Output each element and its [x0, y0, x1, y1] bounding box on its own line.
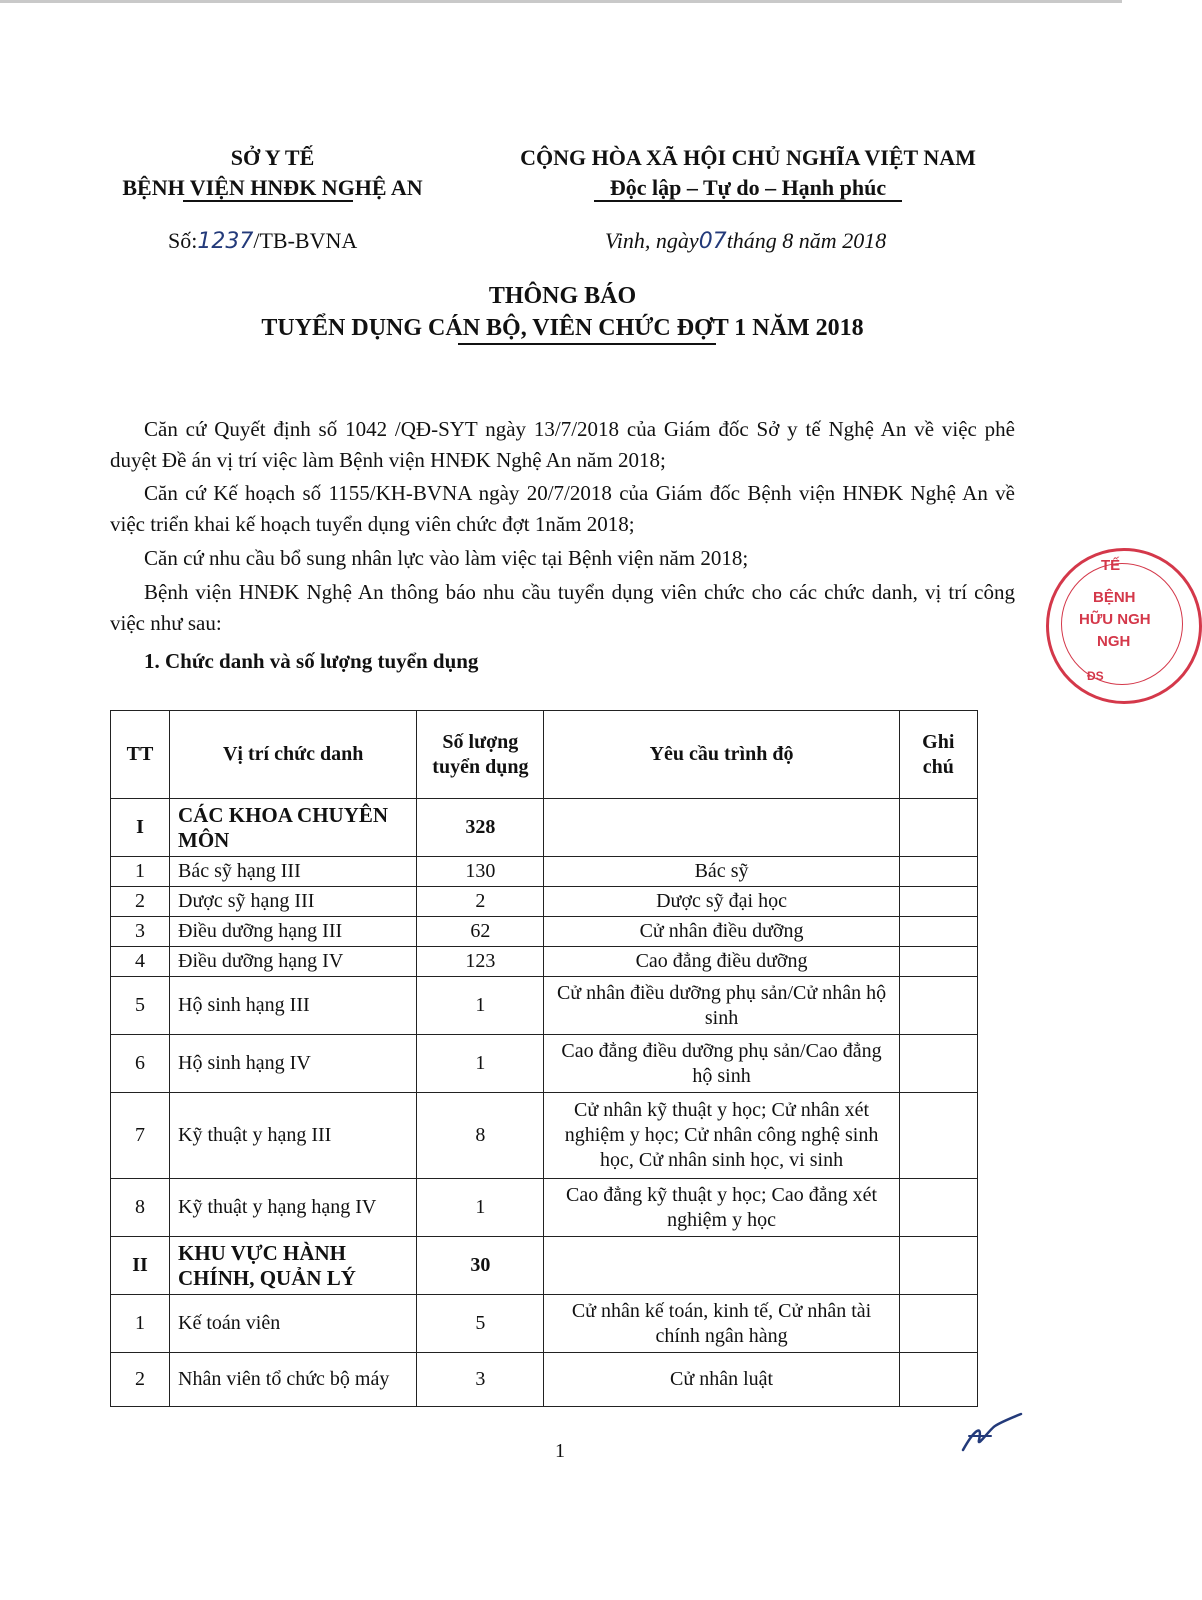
- table-row: 3 Điều dưỡng hạng III 62 Cử nhân điều dưỡng: [111, 917, 978, 947]
- title-line1: THÔNG BÁO: [488, 283, 637, 309]
- table-row: 2 Nhân viên tổ chức bộ máy 3 Cử nhân luật: [111, 1353, 978, 1407]
- table-row: 1 Bác sỹ hạng III 130 Bác sỹ: [111, 857, 978, 887]
- recruitment-table: [110, 710, 978, 1407]
- header-tt: TT: [111, 711, 170, 799]
- table-row: 8 Kỹ thuật y hạng hạng IV 1 Cao đẳng kỹ thuật y học; Cao đẳng xét nghiệm y học: [111, 1179, 978, 1237]
- document-number: Số:1237/TB-BVNA: [168, 228, 358, 254]
- page-number: 1: [555, 1440, 565, 1462]
- table-row: 1 Kế toán viên 5 Cử nhân kế toán, kinh tế, Cử nhân tài chính ngân hàng: [111, 1295, 978, 1353]
- ministry-name: SỞ Y TẾ: [230, 145, 315, 170]
- paragraph-need: Căn cứ nhu cầu bổ sung nhân lực vào làm việc tại Bệnh viện năm 2018;: [144, 546, 749, 570]
- motto: Độc lập – Tự do – Hạnh phúc: [609, 175, 887, 200]
- header-requirement: Yêu cầu trình độ: [544, 711, 899, 799]
- initials-signature-icon: [955, 1412, 1025, 1458]
- paragraph-decision: Căn cứ Quyết định số 1042 /QĐ-SYT ngày 13/7/2018 của Giám đốc Sở y tế Nghệ An về việc phê duyệt Đề án vị trí việc làm Bệnh viện HNĐK Nghệ An năm 2018;: [110, 417, 1015, 472]
- motto-underline: [594, 200, 902, 202]
- paragraph-announcement: Bệnh viện HNĐK Nghệ An thông báo nhu cầu tuyển dụng viên chức cho các chức danh, vị trí công việc như sau:: [110, 580, 1015, 635]
- handwritten-day: 07: [698, 229, 727, 254]
- hospital-name: BỆNH VIỆN HNĐK NGHỆ AN: [122, 175, 423, 200]
- table-row: 4 Điều dưỡng hạng IV 123 Cao đẳng điều dưỡng: [111, 947, 978, 977]
- handwritten-number: 1237: [197, 229, 254, 254]
- title-line2: TUYỂN DỤNG CÁN BỘ, VIÊN CHỨC ĐỢT 1 NĂM 2018: [261, 315, 864, 341]
- table-row: II KHU VỰC HÀNH CHÍNH, QUẢN LÝ 30: [111, 1237, 978, 1295]
- table-row: 5 Hộ sinh hạng III 1 Cử nhân điều dưỡng phụ sản/Cử nhân hộ sinh: [111, 977, 978, 1035]
- header-right: [478, 143, 1018, 203]
- header-position: Vị trí chức danh: [170, 711, 417, 799]
- table-header-row: [111, 711, 978, 799]
- table-row: 7 Kỹ thuật y hạng III 8 Cử nhân kỹ thuật y học; Cử nhân xét nghiệm y học; Cử nhân công nghệ sinh học, Cử nhân sinh học, vi sinh: [111, 1093, 978, 1179]
- document-date: Vinh, ngày07tháng 8 năm 2018: [605, 228, 887, 254]
- table-row: I CÁC KHOA CHUYÊN MÔN 328: [111, 799, 978, 857]
- scan-edge: [0, 0, 1122, 3]
- header-note: Ghi chú: [899, 711, 977, 799]
- table-row: 2 Dược sỹ hạng III 2 Dược sỹ đại học: [111, 887, 978, 917]
- paragraph-plan: Căn cứ Kế hoạch số 1155/KH-BVNA ngày 20/7/2018 của Giám đốc Bệnh viện HNĐK Nghệ An về việc triển khai kế hoạch tuyển dụng viên chức đợt 1năm 2018;: [110, 481, 1015, 536]
- table-row: 6 Hộ sinh hạng IV 1 Cao đẳng điều dưỡng phụ sản/Cao đẳng hộ sinh: [111, 1035, 978, 1093]
- header-left-underline: [183, 200, 353, 202]
- official-stamp-icon: TẾ BỆNH HỮU NGH NGH ĐS: [1046, 548, 1202, 704]
- header-quantity: Số lượng tuyển dụng: [417, 711, 544, 799]
- section-heading: 1. Chức danh và số lượng tuyển dụng: [144, 649, 479, 673]
- document-title: [110, 280, 1015, 344]
- country-name: CỘNG HÒA XÃ HỘI CHỦ NGHĨA VIỆT NAM: [520, 145, 976, 170]
- title-underline: [458, 343, 716, 345]
- header-left: [100, 143, 445, 203]
